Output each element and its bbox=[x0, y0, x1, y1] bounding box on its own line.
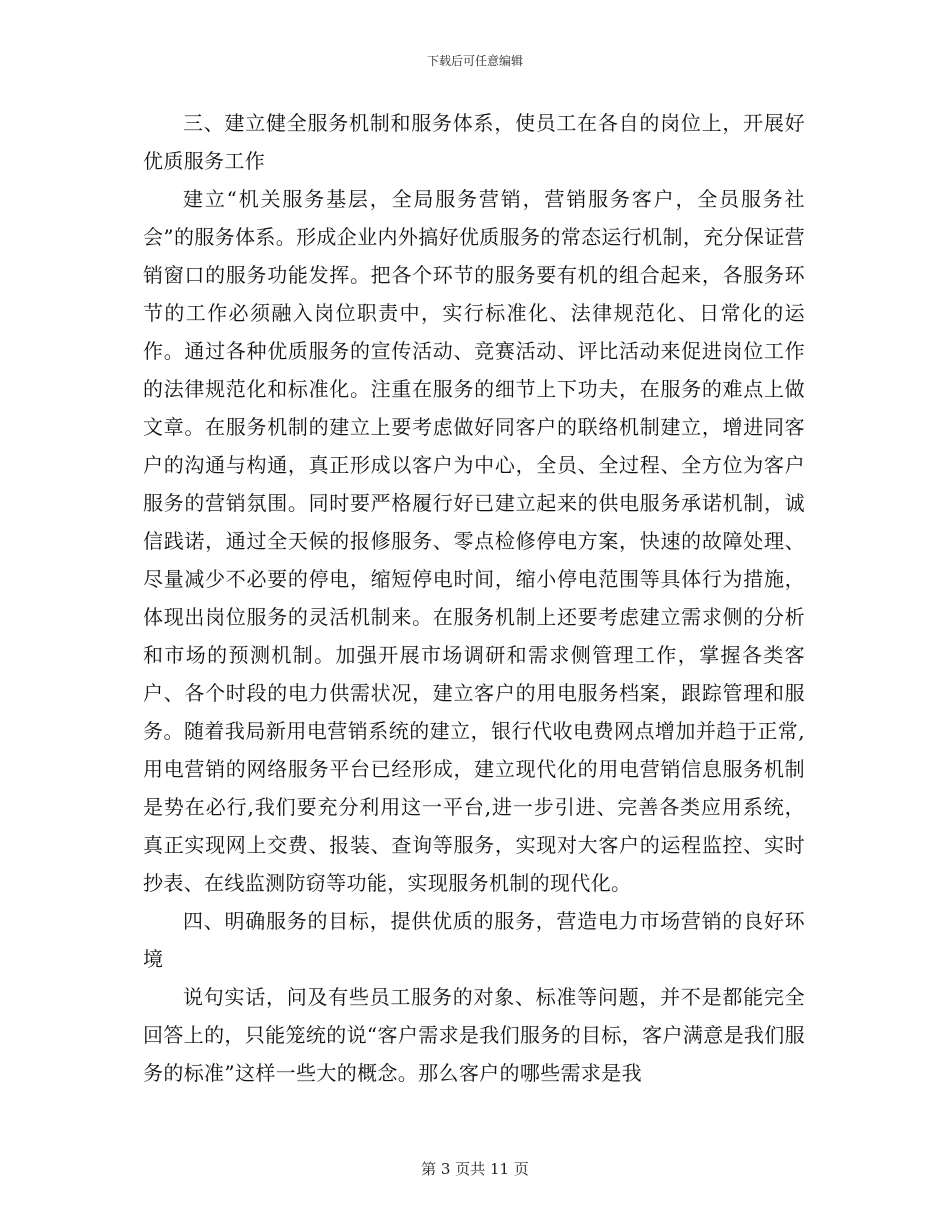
section-heading-three: 三、建立健全服务机制和服务体系，使员工在各自的岗位上，开展好优质服务工作 bbox=[143, 111, 805, 173]
page-header: 下载后可任意编辑 bbox=[426, 54, 523, 68]
document-body bbox=[143, 104, 805, 1092]
page-footer: 第 3 页共 11 页 bbox=[421, 1160, 529, 1178]
body-paragraph-service-system: 建立“机关服务基层，全局服务营销，营销服务客户，全员服务社会”的服务体系。形成企业内外搞好优质服务的常态运行机制，充分保证营销窗口的服务功能发挥。把各个环节的服务要有机的组合起来，各服务环节的工作必须融入岗位职责中，实行标准化、法律规范化、日常化的运作。通过各种优质服务的宣传活动、竞赛活动、评比活动来促进岗位工作的法律规范化和标准化。注重在服务的细节上下功夫，在服务的难点上做文章。在服务机制的建立上要考虑做好同客户的联络机制建立，增进同客户的沟通与构通，真正形成以客户为中心，全员、全过程、全方位为客户服务的营销氛围。同时要严格履行好已建立起来的供电服务承诺机制，诚信践诺，通过全天候的报修服务、零点检修停电方案，快速的故障处理、尽量减少不必要的停电，缩短停电时间，缩小停电范围等具体行为措施，体现出岗位服务的灵活机制来。在服务机制上还要考虑建立需求侧的分析和市场的预测机制。加强开展市场调研和需求侧管理工作，掌握各类客户、各个时段的电力供需状况，建立客户的用电服务档案，跟踪管理和服务。随着我局新用电营销系统的建立，银行代收电费网点增加并趋于正常,用电营销的网络服务平台已经形成，建立现代化的用电营销信息服务机制是势在必行,我们要充分利用这一平台,进一步引进、完善各类应用系统，真正实现网上交费、报装、查询等服务，实现对大客户的运程监控、实时抄表、在线监测防窃等功能，实现服务机制的现代化。 bbox=[143, 187, 805, 895]
section-heading-four: 四、明确服务的目标，提供优质的服务，营造电力市场营销的良好环境 bbox=[143, 909, 805, 971]
body-paragraph-service-goals: 说句实话，问及有些员工服务的对象、标准等问题，并不是都能完全回答上的，只能笼统的说“客户需求是我们服务的目标，客户满意是我们服务的标准”这样一些大的概念。那么客户的哪些需求是我 bbox=[143, 985, 805, 1085]
